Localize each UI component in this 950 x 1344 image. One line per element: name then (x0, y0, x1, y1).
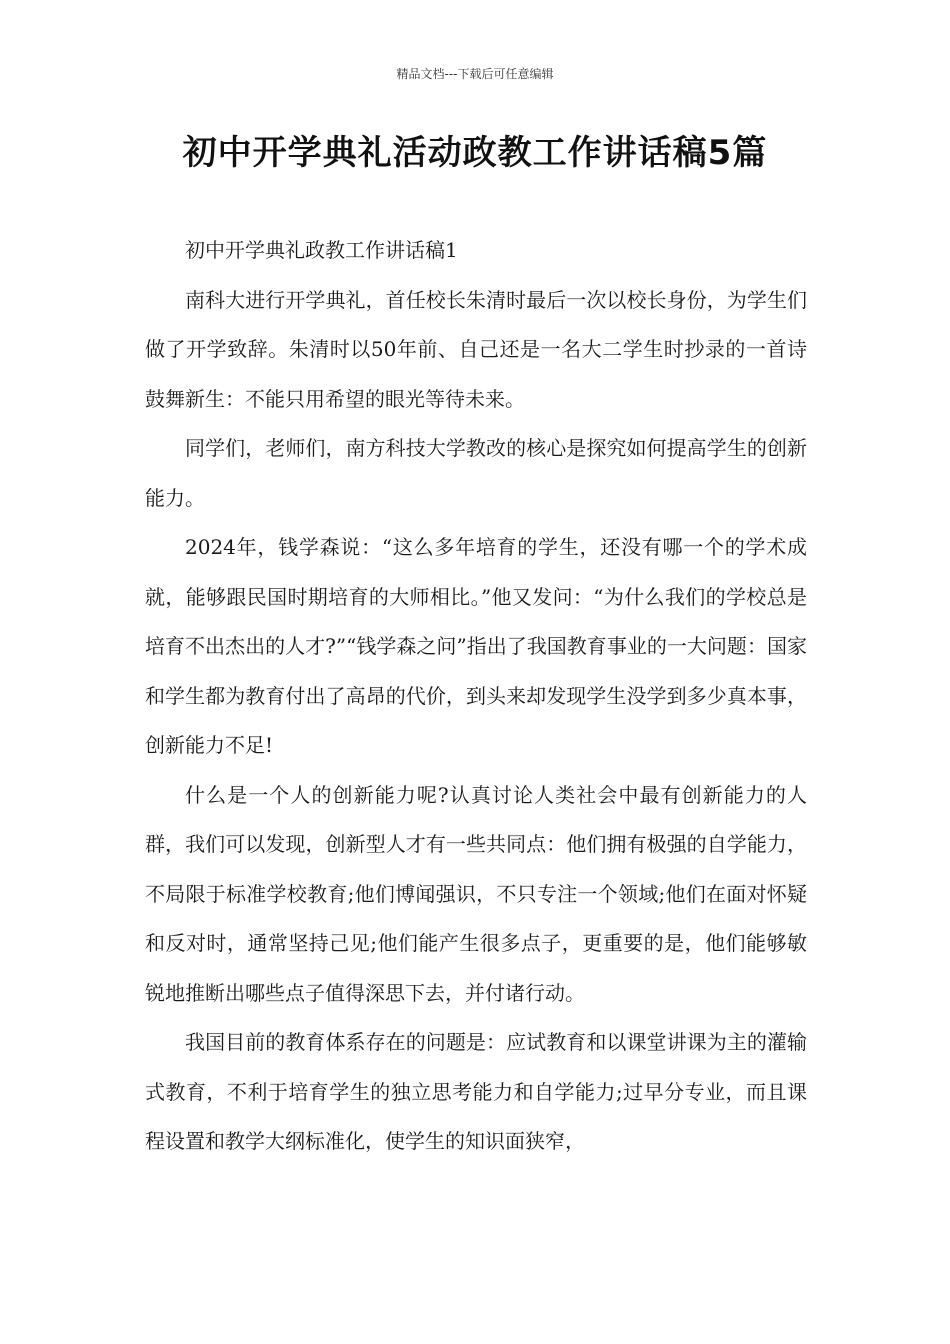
paragraph: 我国目前的教育体系存在的问题是：应试教育和以课堂讲课为主的灌输式教育，不利于培育学生的独立思考能力和自学能力;过早分专业，而且课程设置和教学大纲标准化，使学生的知识面狭窄， (145, 1030, 807, 1153)
section-heading: 初中开学典礼政教工作讲话稿1 (185, 238, 458, 262)
document-body (145, 226, 807, 1167)
paragraph: 2024年，钱学森说：“这么多年培育的学生，还没有哪一个的学术成就，能够跟民国时期培育的大师相比。”他又发问：“为什么我们的学校总是培育不出杰出的人才?”“钱学森之问”指出了我国教育事业的一大问题：国家和学生都为教育付出了高昂的代价，到头来却发现学生没学到多少真本事，创新能力不足! (145, 535, 807, 757)
paragraph: 南科大进行开学典礼，首任校长朱清时最后一次以校长身份，为学生们做了开学致辞。朱清时以50年前、自己还是一名大二学生时抄录的一首诗鼓舞新生：不能只用希望的眼光等待未来。 (145, 287, 807, 411)
document-title: 初中开学典礼活动政教工作讲话稿5篇 (182, 133, 768, 173)
paragraph: 什么是一个人的创新能力呢?认真讨论人类社会中最有创新能力的人群，我们可以发现，创新型人才有一些共同点：他们拥有极强的自学能力，不局限于标准学校教育;他们博闻强识，不只专注一个领域;他们在面对怀疑和反对时，通常坚持己见;他们能产生很多点子，更重要的是，他们能够敏锐地推断出哪些点子值得深思下去，并付诸行动。 (145, 782, 807, 1005)
header-note: 精品文档---下载后可任意编辑 (396, 67, 554, 81)
paragraph: 同学们，老师们，南方科技大学教改的核心是探究如何提高学生的创新能力。 (145, 436, 807, 510)
